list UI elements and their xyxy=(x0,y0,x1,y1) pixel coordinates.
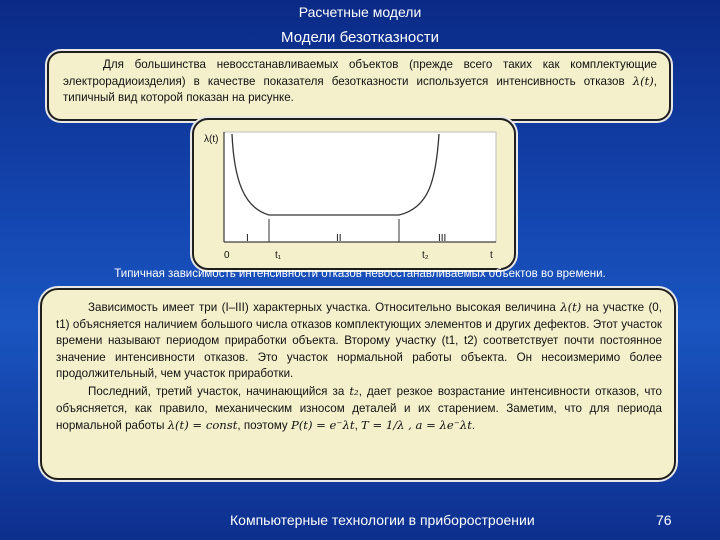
intro-paragraph xyxy=(49,53,669,106)
region-label-1: I xyxy=(246,233,249,244)
lambda-symbol: λ(t) xyxy=(632,74,654,88)
intro-text-box xyxy=(47,51,671,121)
p2-text-b: , дает резкое возрастание интенсивности отказов, что объясняется, как правило, механическим износом деталей и их старением. Заметим, что для периода нормальной работы xyxy=(56,384,662,433)
formula-const: λ(t) = const xyxy=(167,418,238,433)
p2-text-d: , xyxy=(354,419,358,433)
p2-t2: t₂ xyxy=(349,383,359,398)
footer-course-title: Компьютерные технологии в приборостроении xyxy=(230,512,535,528)
figure-caption: Типичная зависимость интенсивности отказов невосстанавливаемых объектов во времени. xyxy=(114,268,606,280)
chart-box xyxy=(192,118,516,270)
p2-text-c: , поэтому xyxy=(237,419,288,433)
t1-label: t₁ xyxy=(275,250,282,261)
region-label-3: III xyxy=(438,233,447,244)
formula-reliability: P(t) = e⁻λt xyxy=(290,418,355,433)
intro-part2: , типичный вид которой показан на рисунке. xyxy=(63,75,658,104)
page-number: 76 xyxy=(656,512,672,528)
explanation-box xyxy=(40,288,676,480)
formula-mtbf: T = 1/λ , a = λe⁻λt xyxy=(361,418,472,433)
section-title: Расчетные модели xyxy=(298,4,422,20)
p2-text-e: . xyxy=(471,419,476,433)
plot-area xyxy=(224,132,496,242)
intro-part1: Для большинства невосстанавливаемых объектов (прежде всего таких как комплектующие электрорадиоизделия) в качестве показателя безотказности используется интенсивность отказов xyxy=(63,58,657,88)
p1-text-a: Зависимость имеет три (I–III) характерных участка. Относительно высокая величина xyxy=(88,301,556,314)
origin-label: 0 xyxy=(224,250,230,261)
p2-text-a: Последний, третий участок, начинающийся за xyxy=(88,384,345,398)
slide-title: Модели безотказности xyxy=(281,29,439,46)
failure-rate-chart xyxy=(194,120,514,268)
p1-text-b: на участке (0, t1) объясняется наличием большого числа отказов комплектующих элементов и других дефектов. Этот участок времени называют периодом приработки объекта. Второму участку (t1, t2) соответствует почти постоянное значение интенсивности отказов. Это участок нормальной работы объекта. Он несоизмеримо более продолжительный, чем участок приработки. xyxy=(56,301,662,381)
x-axis-label: t xyxy=(490,250,493,261)
t2-label: t₂ xyxy=(422,250,429,261)
region-label-2: II xyxy=(336,233,342,244)
paragraph-1 xyxy=(42,290,674,383)
y-axis-label: λ(t) xyxy=(204,134,219,145)
paragraph-2 xyxy=(42,383,674,435)
p1-lambda: λ(t) xyxy=(560,300,582,314)
